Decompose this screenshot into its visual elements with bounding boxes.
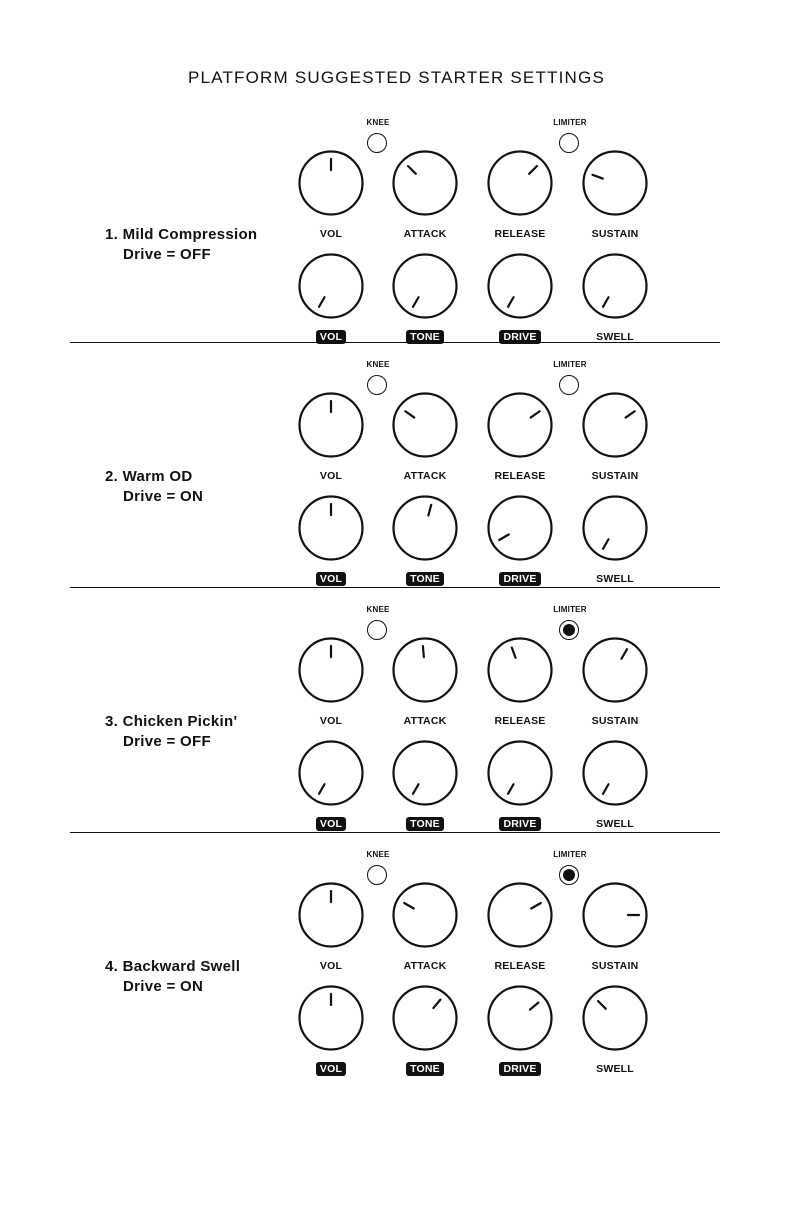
release-knob[interactable] [487, 392, 553, 458]
knee-label: KNEE [366, 118, 390, 127]
tone-knob[interactable] [392, 985, 458, 1051]
vol-knob[interactable] [298, 150, 364, 216]
vol2-label-text: VOL [316, 330, 346, 344]
page-title: PLATFORM SUGGESTED STARTER SETTINGS [188, 68, 605, 87]
sustain-label-text: SUSTAIN [591, 228, 639, 240]
limiter-label: LIMITER [553, 605, 587, 614]
tone-knob[interactable] [392, 740, 458, 806]
limiter-label: LIMITER [553, 850, 587, 859]
attack-knob[interactable] [392, 882, 458, 948]
attack-knob[interactable] [392, 392, 458, 458]
vol-knob[interactable] [298, 392, 364, 458]
attack-knob[interactable] [392, 637, 458, 703]
attack-knob[interactable] [392, 150, 458, 216]
release-label-text: RELEASE [494, 715, 546, 727]
release-label [465, 715, 575, 727]
section-divider [70, 832, 720, 833]
release-label-text: RELEASE [494, 470, 546, 482]
drive-knob[interactable] [487, 985, 553, 1051]
tone-label-text: TONE [406, 330, 444, 344]
drive-label-text: DRIVE [499, 1062, 540, 1076]
attack-label [370, 715, 480, 727]
knee-label: KNEE [366, 605, 390, 614]
tone-label-text: TONE [406, 1062, 444, 1076]
vol2-knob[interactable] [298, 253, 364, 319]
vol-label-text: VOL [319, 228, 343, 240]
limiter-led[interactable] [559, 620, 579, 640]
release-label [465, 228, 575, 240]
drive-label [465, 1063, 575, 1075]
sustain-label [560, 470, 670, 482]
vol2-knob[interactable] [298, 985, 364, 1051]
drive-label-text: DRIVE [499, 817, 540, 831]
release-label [465, 470, 575, 482]
swell-knob[interactable] [582, 740, 648, 806]
knee-led[interactable] [367, 133, 387, 153]
vol2-knob[interactable] [298, 495, 364, 561]
swell-knob[interactable] [582, 253, 648, 319]
preset-drive: Drive = ON [123, 978, 204, 995]
release-label-text: RELEASE [494, 960, 546, 972]
drive-knob[interactable] [487, 740, 553, 806]
sustain-knob[interactable] [582, 150, 648, 216]
vol-knob[interactable] [298, 882, 364, 948]
sustain-knob[interactable] [582, 392, 648, 458]
sustain-label-text: SUSTAIN [591, 715, 639, 727]
attack-label-text: ATTACK [403, 960, 447, 972]
swell-label [560, 1063, 670, 1075]
sustain-label [560, 228, 670, 240]
sustain-label-text: SUSTAIN [591, 960, 639, 972]
drive-label-text: DRIVE [499, 572, 540, 586]
tone-label-text: TONE [406, 572, 444, 586]
swell-label-text: SWELL [596, 331, 634, 343]
limiter-led[interactable] [559, 133, 579, 153]
attack-label [370, 470, 480, 482]
vol2-label-text: VOL [316, 817, 346, 831]
knee-label: KNEE [366, 850, 390, 859]
swell-knob[interactable] [582, 495, 648, 561]
swell-label-text: SWELL [596, 818, 634, 830]
sustain-label [560, 715, 670, 727]
vol-knob[interactable] [298, 637, 364, 703]
drive-knob[interactable] [487, 495, 553, 561]
attack-label [370, 960, 480, 972]
section-divider [70, 342, 720, 343]
knob-pointer [423, 646, 424, 657]
preset-drive: Drive = OFF [123, 246, 211, 263]
sustain-knob[interactable] [582, 637, 648, 703]
tone-label [370, 573, 480, 585]
release-knob[interactable] [487, 637, 553, 703]
swell-label [560, 573, 670, 585]
sustain-label [560, 960, 670, 972]
preset-name: 1. Mild Compression [105, 226, 258, 243]
vol-label-text: VOL [319, 470, 343, 482]
sustain-knob[interactable] [582, 882, 648, 948]
release-label [465, 960, 575, 972]
limiter-label: LIMITER [553, 118, 587, 127]
sustain-label-text: SUSTAIN [591, 470, 639, 482]
drive-label [465, 573, 575, 585]
vol-label-text: VOL [319, 960, 343, 972]
tone-label-text: TONE [406, 817, 444, 831]
preset-name: 4. Backward Swell [105, 958, 241, 975]
tone-knob[interactable] [392, 253, 458, 319]
swell-label [560, 818, 670, 830]
drive-label-text: DRIVE [499, 330, 540, 344]
attack-label [370, 228, 480, 240]
release-knob[interactable] [487, 150, 553, 216]
knee-led[interactable] [367, 620, 387, 640]
drive-label [465, 818, 575, 830]
knee-label: KNEE [366, 360, 390, 369]
preset-name: 3. Chicken Pickin' [105, 713, 238, 730]
attack-label-text: ATTACK [403, 715, 447, 727]
swell-label-text: SWELL [596, 1063, 634, 1075]
vol2-label-text: VOL [316, 572, 346, 586]
drive-knob[interactable] [487, 253, 553, 319]
knee-led[interactable] [367, 865, 387, 885]
swell-label-text: SWELL [596, 573, 634, 585]
tone-knob[interactable] [392, 495, 458, 561]
limiter-label: LIMITER [553, 360, 587, 369]
attack-label-text: ATTACK [403, 228, 447, 240]
attack-label-text: ATTACK [403, 470, 447, 482]
tone-label [370, 1063, 480, 1075]
tone-label [370, 818, 480, 830]
vol2-knob[interactable] [298, 740, 364, 806]
preset-name: 2. Warm OD [105, 468, 193, 485]
preset-drive: Drive = ON [123, 488, 204, 505]
preset-drive: Drive = OFF [123, 733, 211, 750]
knee-led[interactable] [367, 375, 387, 395]
section-divider [70, 587, 720, 588]
release-knob[interactable] [487, 882, 553, 948]
vol2-label-text: VOL [316, 1062, 346, 1076]
limiter-led[interactable] [559, 865, 579, 885]
limiter-led[interactable] [559, 375, 579, 395]
release-label-text: RELEASE [494, 228, 546, 240]
swell-knob[interactable] [582, 985, 648, 1051]
vol-label-text: VOL [319, 715, 343, 727]
